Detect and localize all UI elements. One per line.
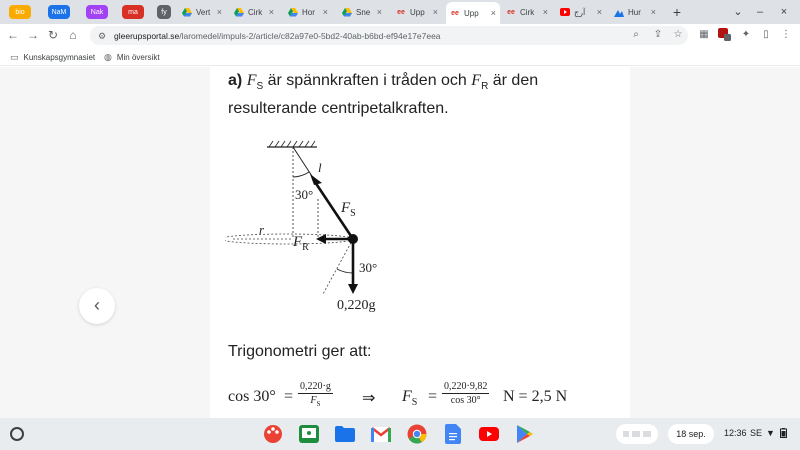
pinned-tab-label: fy xyxy=(157,5,171,19)
eq-implies: ⇒ xyxy=(362,390,376,407)
label-r: r xyxy=(259,222,265,237)
tab-drive-hor[interactable] xyxy=(284,2,332,22)
eq-lhs: cos 30° xyxy=(228,388,276,405)
bookmark-star-icon[interactable]: ☆ xyxy=(673,29,683,40)
forward-arrow-icon[interactable]: → xyxy=(27,28,39,42)
minimize-icon[interactable]: – xyxy=(756,6,764,18)
page-background-left xyxy=(0,67,210,418)
label-angle-top: 30° xyxy=(295,187,314,202)
pendulum-diagram xyxy=(225,139,425,315)
eq-fs xyxy=(402,388,417,408)
sentence-part-1: är spännkraften i tråden och xyxy=(267,72,467,89)
sentence-part-3: resulterande centripetalkraften. xyxy=(228,100,449,118)
tab-gleerups-upp[interactable] xyxy=(392,2,442,22)
drive-icon xyxy=(234,7,244,17)
tab-search-icon[interactable]: ⌄ xyxy=(733,6,743,18)
tab-close-button[interactable]: × xyxy=(322,7,328,17)
eq-fraction-1 xyxy=(298,381,333,408)
puzzle-icon[interactable]: ✦ xyxy=(741,29,751,40)
pinned-tab-bio[interactable] xyxy=(6,2,34,22)
bookmark-label: Min översikt xyxy=(116,52,160,62)
tab-close-button[interactable]: × xyxy=(490,8,496,18)
pinned-tab-label: bio xyxy=(9,5,31,19)
browser-toolbar xyxy=(0,24,800,46)
gleerups-icon: ee xyxy=(451,9,459,17)
tab-close-button[interactable]: × xyxy=(542,7,548,17)
tab-close-button[interactable]: × xyxy=(216,7,222,17)
tab-title: Upp xyxy=(464,8,479,18)
tab-close-button[interactable]: × xyxy=(376,7,382,17)
url-path: /laromedel/impuls-2/article/c82a97e0-5bd2-40ab-b6bd-ef94e17e7eea xyxy=(179,30,441,41)
eq-fs-f: F xyxy=(402,388,412,405)
close-window-icon[interactable]: × xyxy=(780,6,788,18)
chrome-app-icon[interactable] xyxy=(406,423,428,445)
extension-icon[interactable]: ▦ xyxy=(699,29,709,40)
bookmarks-bar xyxy=(0,48,800,66)
bookmark-kunskapsgymnasiet[interactable] xyxy=(10,51,95,63)
tray-notification-pill[interactable] xyxy=(616,424,658,444)
tab-title: Hur xyxy=(628,7,641,17)
drive-icon xyxy=(182,7,192,17)
tab-title: Hor xyxy=(302,7,315,17)
extension-badge-icon[interactable] xyxy=(716,27,732,43)
home-icon[interactable]: ⌂ xyxy=(69,28,77,42)
tab-image-site[interactable] xyxy=(610,2,660,22)
tab-title: Vert xyxy=(196,7,211,17)
tab-drive-vert[interactable] xyxy=(178,2,226,22)
eq-fs-sub: S xyxy=(411,397,418,409)
label-fr-f: F xyxy=(293,234,303,250)
tab-title: Sne xyxy=(356,7,371,17)
tab-youtube[interactable] xyxy=(556,2,606,22)
globe-icon: ◍ xyxy=(104,51,112,62)
tab-gleerups-cirk[interactable] xyxy=(502,2,552,22)
tab-title: Cirk xyxy=(520,7,535,17)
keyboard-locale[interactable]: SE xyxy=(750,428,763,438)
tab-title: Upp xyxy=(410,7,425,17)
tab-close-button[interactable]: × xyxy=(596,7,602,17)
folder-icon: ▭ xyxy=(10,51,19,62)
launcher-icon[interactable] xyxy=(10,427,24,441)
label-l: l xyxy=(318,160,322,175)
tab-title: آرج xyxy=(574,7,586,17)
tab-close-button[interactable]: × xyxy=(650,7,656,17)
tab-drive-sne[interactable] xyxy=(338,2,386,22)
gmail-app-icon[interactable] xyxy=(370,423,392,445)
docs-app-icon[interactable] xyxy=(442,423,464,445)
drive-icon xyxy=(288,7,298,17)
back-arrow-icon[interactable]: ← xyxy=(7,28,19,42)
fraction-1-denominator xyxy=(310,394,320,408)
fraction-1-den-sub: S xyxy=(316,400,321,408)
article-content[interactable] xyxy=(210,67,630,418)
symbol-f: F xyxy=(246,72,257,89)
pinned-tab-label: ma xyxy=(122,5,144,19)
label-fr-sub: R xyxy=(302,242,309,253)
drive-icon xyxy=(342,7,352,17)
pinned-tab-label: NaM xyxy=(48,5,70,19)
equation xyxy=(228,381,628,415)
tab-gleerups-upp-active[interactable] xyxy=(446,2,500,24)
tab-drive-cirk[interactable] xyxy=(230,2,278,22)
symbol-f: F xyxy=(471,72,482,89)
fraction-2-numerator: 0,220·9,82 xyxy=(444,381,488,392)
gleerups-icon: ee xyxy=(507,8,515,16)
trig-paragraph: Trigonometri ger att: xyxy=(228,343,372,360)
wifi-icon[interactable]: ▼ xyxy=(766,428,775,438)
classroom-app-icon[interactable] xyxy=(298,423,320,445)
bookmark-min-oversikt[interactable] xyxy=(104,51,160,63)
share-icon[interactable]: ⇪ xyxy=(653,29,663,40)
label-fs-f: F xyxy=(341,200,351,216)
label-weight: 0,220g xyxy=(337,298,376,313)
tab-close-button[interactable]: × xyxy=(268,7,274,17)
tab-title: Cirk xyxy=(248,7,263,17)
new-tab-button[interactable]: + xyxy=(672,4,682,20)
side-panel-icon[interactable]: ▯ xyxy=(763,29,769,40)
pinned-tab-nam[interactable] xyxy=(44,2,74,22)
eq-fraction-2 xyxy=(442,381,489,406)
tab-close-button[interactable]: × xyxy=(432,7,438,17)
fraction-1-numerator: 0,220·g xyxy=(300,381,331,392)
site-info-icon[interactable]: ⚙ xyxy=(98,30,107,41)
pinned-tab-fy[interactable] xyxy=(154,2,174,22)
label-angle-bottom: 30° xyxy=(359,260,378,275)
fraction-1-den-f: F xyxy=(310,395,317,406)
pinned-tab-nak[interactable] xyxy=(83,2,111,22)
label-fs-sub: S xyxy=(350,208,356,219)
bookmark-label: Kunskapsgymnasiet xyxy=(23,52,96,62)
date-pill[interactable]: 18 sep. xyxy=(668,424,714,444)
palette-app-icon[interactable] xyxy=(262,423,284,445)
youtube-app-icon[interactable] xyxy=(478,423,500,445)
tab-strip xyxy=(0,0,800,24)
play-store-app-icon[interactable] xyxy=(514,423,536,445)
menu-icon[interactable]: ⋮ xyxy=(781,29,791,40)
label-fs xyxy=(340,200,356,219)
reload-icon[interactable]: ↻ xyxy=(47,28,59,42)
url-host: gleerupsportal.se xyxy=(114,30,180,41)
page-background-right xyxy=(630,67,800,418)
gleerups-icon: ee xyxy=(397,8,405,16)
eq-equals-1: = xyxy=(284,388,294,405)
eq-equals-2: = xyxy=(428,388,438,405)
search-icon[interactable]: ⌕ xyxy=(633,29,639,40)
answer-paragraph xyxy=(228,70,538,120)
eq-result: N = 2,5 N xyxy=(503,388,568,405)
clock-time[interactable]: 12:36 xyxy=(724,428,747,438)
part-label: a) xyxy=(228,72,243,89)
label-fr xyxy=(292,234,309,253)
os-taskbar xyxy=(0,418,800,450)
subscript-s: S xyxy=(256,81,264,93)
pinned-tab-label: Nak xyxy=(86,5,108,19)
previous-page-button[interactable]: ‹ xyxy=(79,288,115,324)
files-app-icon[interactable] xyxy=(334,423,356,445)
pinned-tab-ma[interactable] xyxy=(120,2,146,22)
image-site-icon xyxy=(614,7,624,17)
battery-icon[interactable] xyxy=(780,428,787,440)
subscript-r: R xyxy=(481,81,489,93)
address-bar[interactable] xyxy=(90,26,688,45)
youtube-icon xyxy=(560,7,570,17)
sentence-part-2: är den xyxy=(492,72,539,89)
fraction-2-denominator: cos 30° xyxy=(450,395,481,406)
